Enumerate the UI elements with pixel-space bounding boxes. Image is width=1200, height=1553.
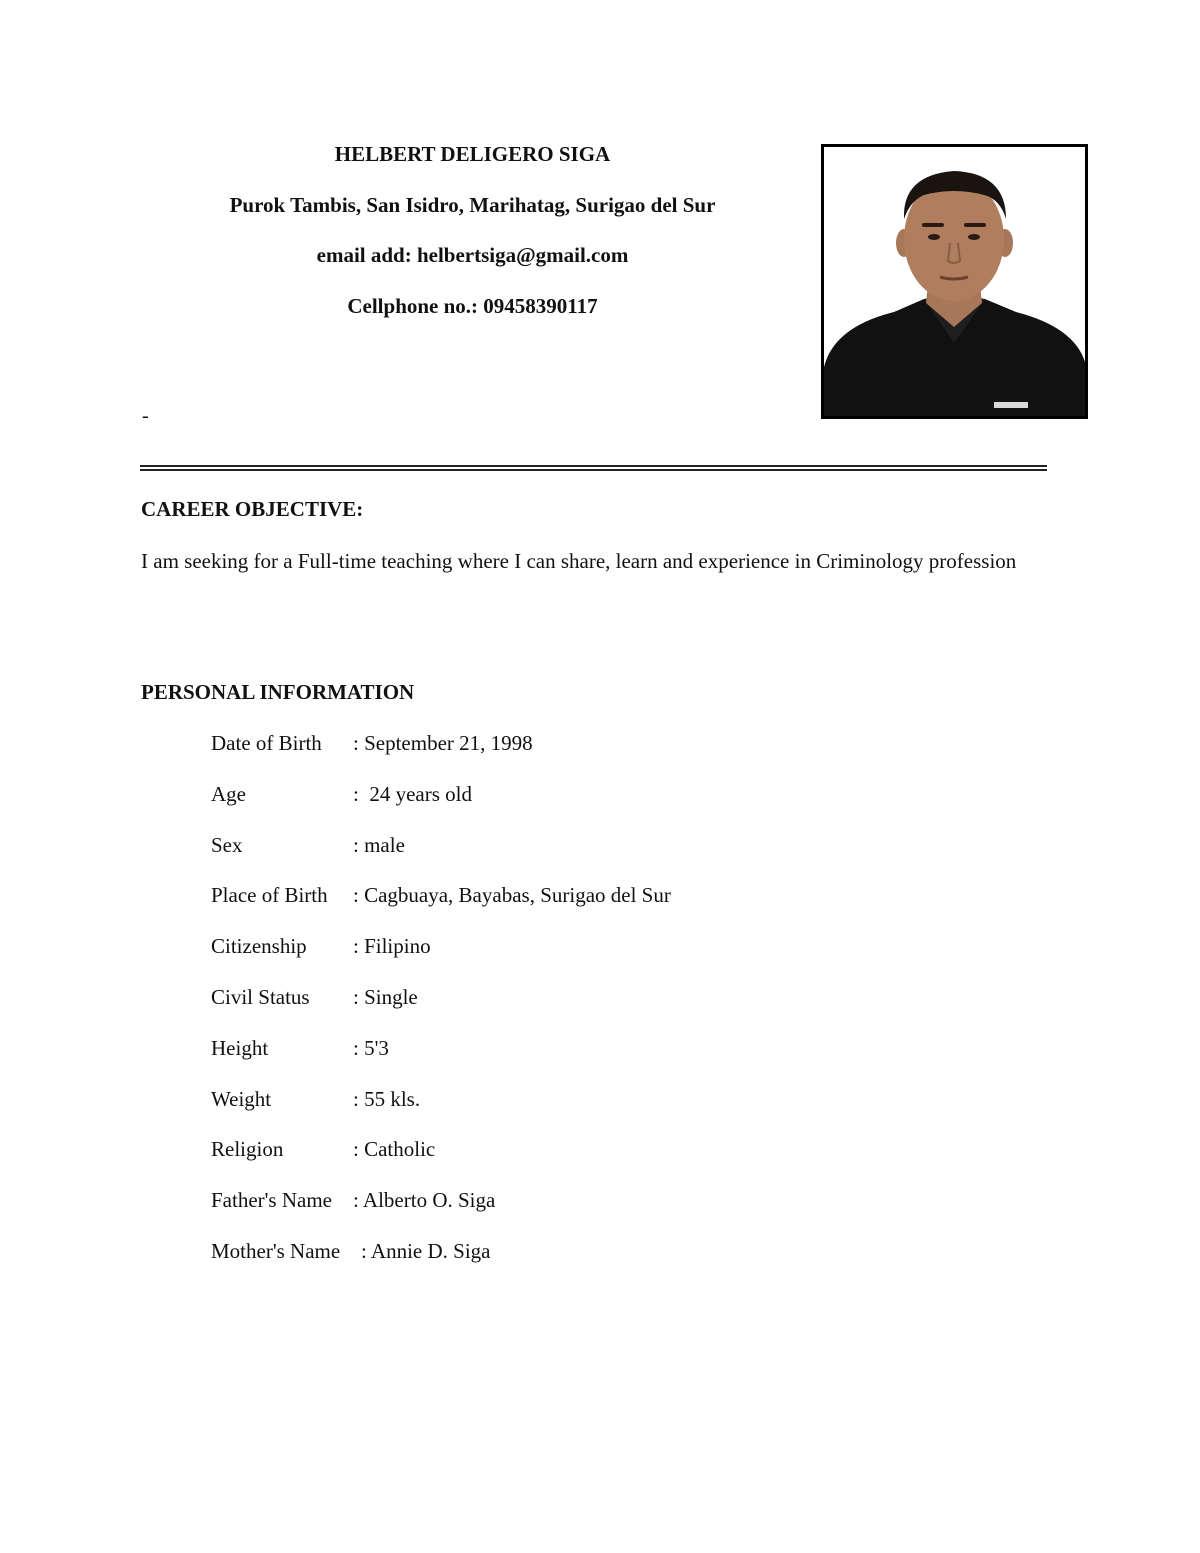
dash-mark: - (142, 405, 149, 427)
info-value: : Annie D. Siga (361, 1238, 491, 1263)
career-objective-text: I am seeking for a Full-time teaching where I can share, learn and experience in Criminology profession (141, 549, 1017, 573)
info-value: : Cagbuaya, Bayabas, Surigao del Sur (353, 883, 671, 908)
info-label: Age (211, 781, 246, 806)
info-value: : Alberto O. Siga (353, 1188, 496, 1213)
career-objective-title: CAREER OBJECTIVE: (141, 497, 364, 521)
info-label: Sex (211, 832, 243, 857)
contact-header (140, 141, 805, 343)
info-label: Mother's Name (211, 1238, 341, 1263)
info-label: Date of Birth (211, 731, 322, 755)
applicant-name: HELBERT DELIGERO SIGA (334, 142, 611, 166)
info-label: Height (211, 1035, 269, 1060)
info-value: : 24 years old (353, 781, 472, 806)
info-value: : male (353, 832, 405, 857)
info-value: : 5'3 (353, 1035, 389, 1060)
personal-information-title: PERSONAL INFORMATION (141, 680, 415, 704)
info-value: : 55 kls. (353, 1086, 421, 1111)
info-value: : Catholic (353, 1137, 436, 1162)
info-label: Civil Status (211, 984, 310, 1009)
info-label: Father's Name (211, 1188, 332, 1213)
info-label: Place of Birth (211, 883, 328, 908)
section-divider (140, 465, 1047, 471)
info-value: : September 21, 1998 (353, 731, 533, 755)
applicant-phone: Cellphone no.: 09458390117 (347, 293, 598, 318)
info-value: : Single (353, 984, 418, 1009)
portrait-photo (821, 144, 1088, 419)
portrait-photo-icon (824, 147, 1085, 416)
info-label: Weight (211, 1086, 272, 1111)
applicant-email: email add: helbertsiga@gmail.com (316, 243, 629, 267)
info-label: Citizenship (211, 934, 307, 959)
info-value: : Filipino (353, 934, 431, 959)
info-label: Religion (211, 1137, 284, 1162)
applicant-address: Purok Tambis, San Isidro, Marihatag, Surigao del Sur (229, 192, 716, 217)
